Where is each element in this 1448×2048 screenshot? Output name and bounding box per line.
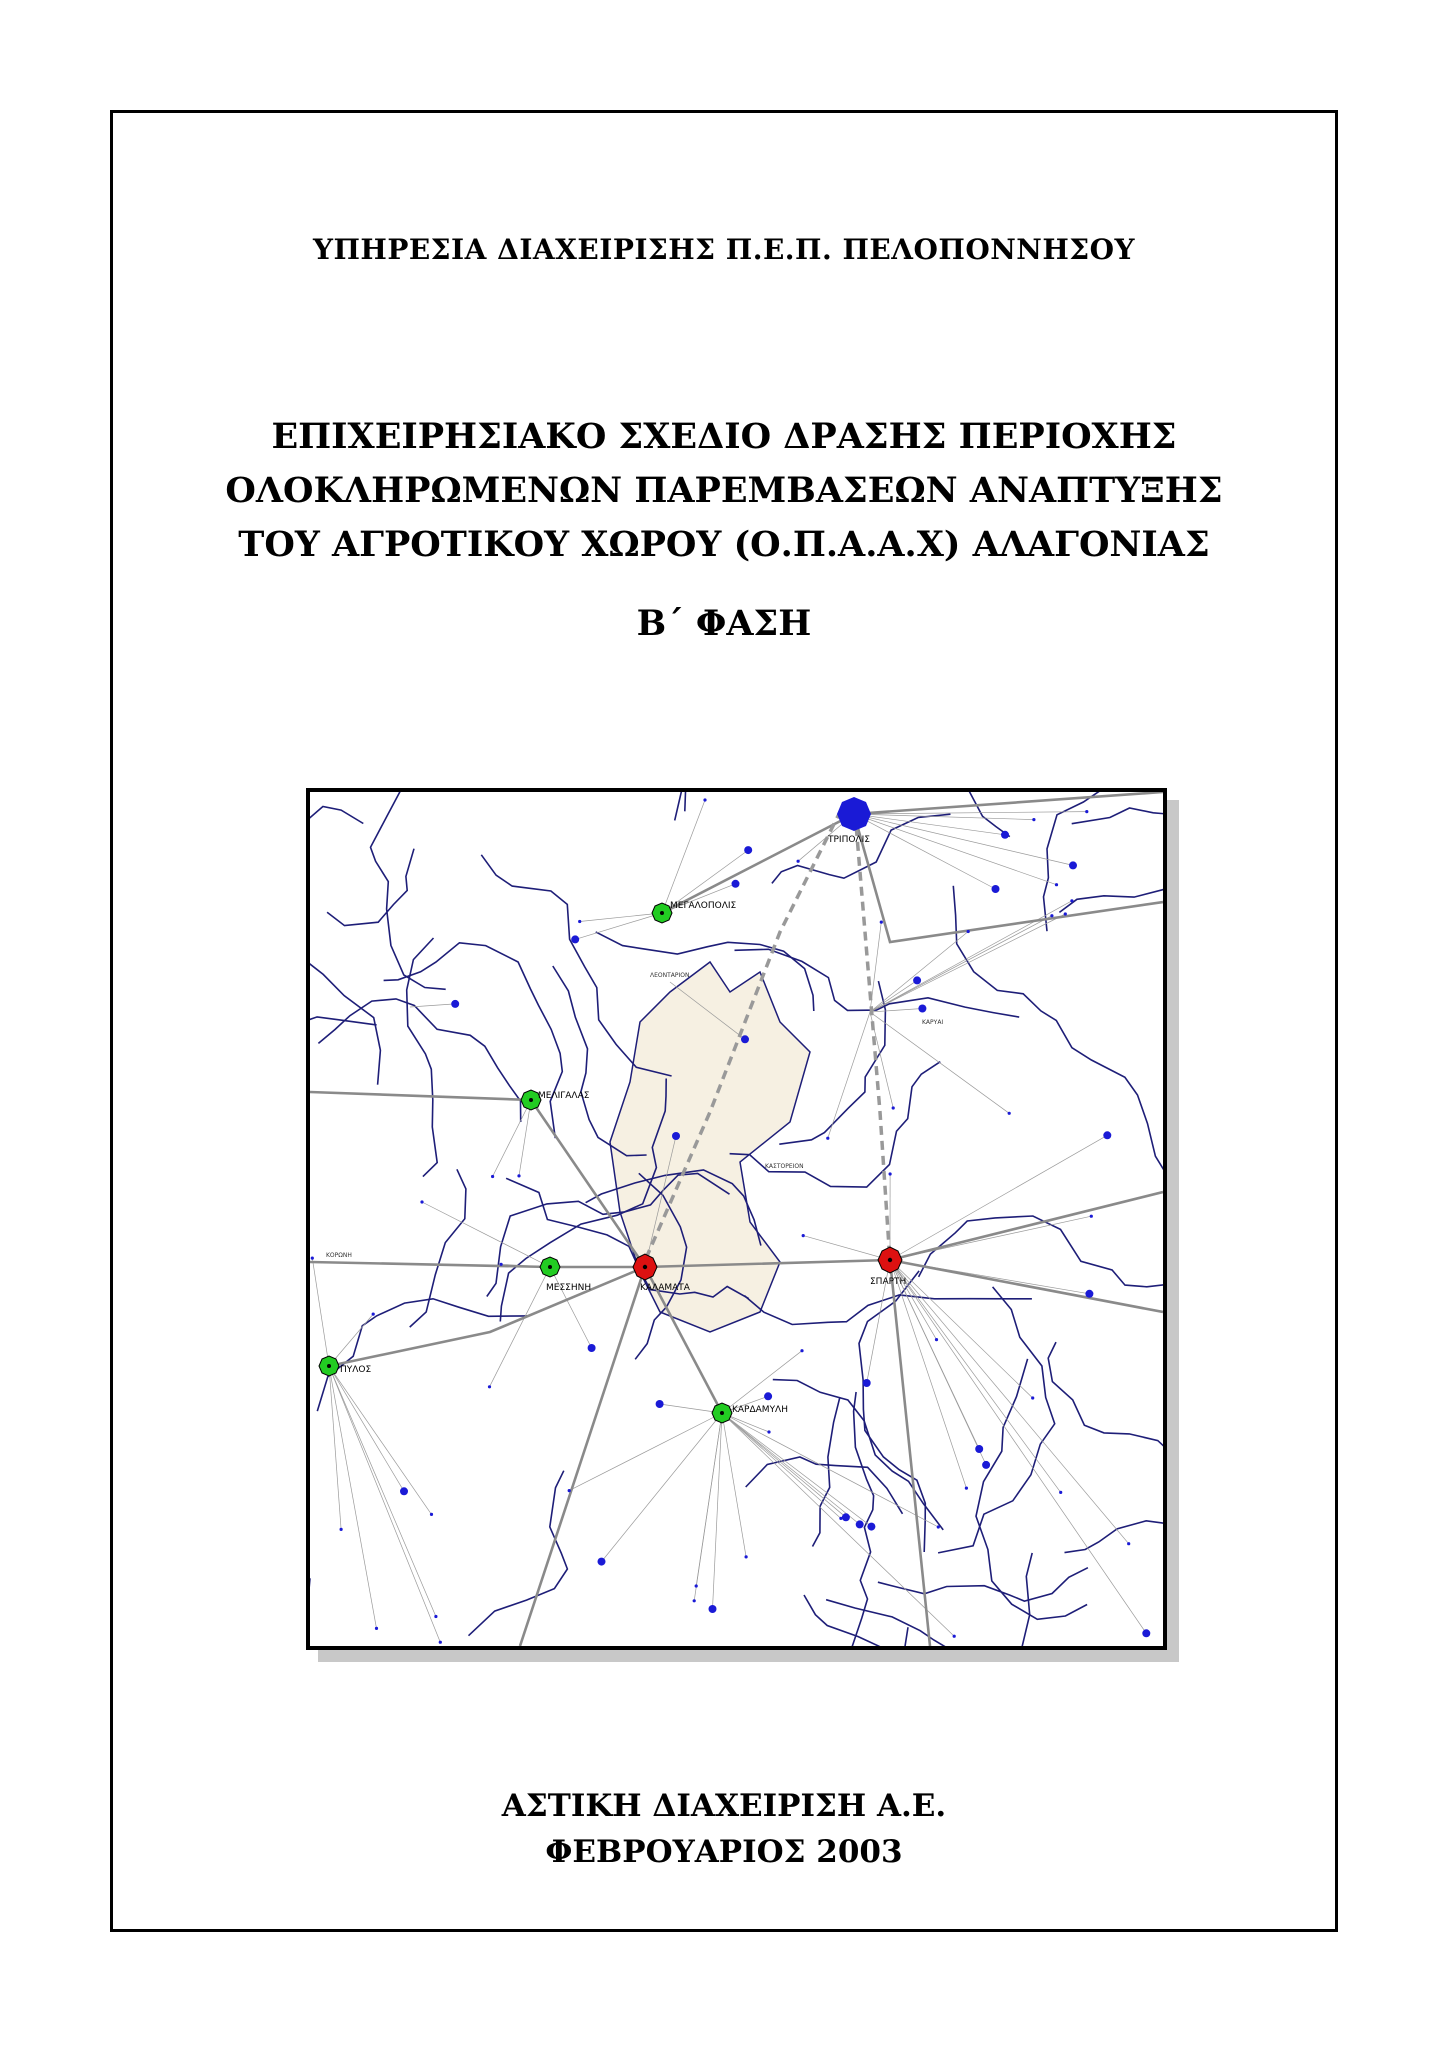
border-segment <box>318 999 520 1122</box>
main-corridor <box>662 792 1163 913</box>
footer-block <box>110 1783 1338 1875</box>
village-node <box>1059 1491 1062 1494</box>
label-koroni: ΚΟΡΩΝΗ <box>326 1252 352 1259</box>
node-megalopolis <box>652 903 672 923</box>
village-node <box>491 1175 494 1178</box>
village-node <box>1031 1396 1034 1399</box>
title-line-3: ΤΟΥ ΑΓΡΟΤΙΚΟΥ ΧΩΡΟΥ (Ο.Π.Α.Α.Χ) ΑΛΑΓΟΝΙΑΣ <box>238 524 1210 565</box>
border-segment <box>919 1216 1163 1287</box>
border-segment <box>310 960 377 1068</box>
village-node <box>975 1445 983 1453</box>
node-tripolis <box>837 797 871 831</box>
company-name: ΑΣΤΙΚΗ ΔΙΑΧΕΙΡΙΣΗ Α.Ε. <box>501 1788 947 1824</box>
network-link <box>890 1260 979 1449</box>
village-node <box>953 1635 956 1638</box>
village-node <box>430 1513 433 1516</box>
network-link <box>890 1260 1129 1544</box>
village-node <box>967 930 970 933</box>
network-link <box>870 916 1052 1012</box>
network-link <box>329 1366 440 1642</box>
label-tripolis: ΤΡΙΠΟΛΙΣ <box>828 835 870 845</box>
network-link <box>890 1260 1146 1633</box>
border-segment <box>1048 1342 1163 1484</box>
village-node <box>517 1174 520 1177</box>
map-canvas <box>310 792 1163 1646</box>
border-segment <box>371 792 544 989</box>
village-node <box>935 1338 938 1341</box>
village-node <box>672 1132 680 1140</box>
title-line-1: ΕΠΙΧΕΙΡΗΣΙΑΚΟ ΣΧΕΔΙΟ ΔΡΑΣΗΣ ΠΕΡΙΟΧΗΣ <box>271 416 1177 457</box>
village-node <box>839 1517 842 1520</box>
network-link <box>662 800 705 913</box>
border-segment <box>410 1169 466 1327</box>
label-pylos: ΠΥΛΟΣ <box>340 1365 372 1375</box>
node-kardamyli <box>712 1403 732 1423</box>
village-node <box>1142 1629 1150 1637</box>
village-node <box>918 1005 926 1013</box>
network-link <box>602 1413 723 1562</box>
village-node <box>965 1487 968 1490</box>
network-link <box>694 1413 722 1601</box>
village-node <box>311 1257 314 1260</box>
village-node <box>863 1379 871 1387</box>
node-messini <box>540 1257 560 1277</box>
village-node <box>982 1461 990 1469</box>
label-kalamata: ΚΑΛΑΜΑΤΑ <box>640 1283 690 1293</box>
publication-date: ΦΕΒΡΟΥΑΡΙΟΣ 2003 <box>545 1834 903 1870</box>
border-segment <box>902 1627 1128 1646</box>
village-node <box>372 1313 375 1316</box>
network-link <box>329 1366 432 1514</box>
village-node <box>340 1528 343 1531</box>
village-node <box>1032 818 1035 821</box>
network-link <box>890 1135 1107 1260</box>
border-segment <box>902 792 1009 837</box>
village-node <box>892 1106 895 1109</box>
label-karyai: ΚΑΡΥΑΙ <box>922 1019 944 1026</box>
main-corridor <box>310 1092 645 1267</box>
village-node <box>1103 1131 1111 1139</box>
agency-heading: ΥΠΗΡΕΣΙΑ ΔΙΑΧΕΙΡΙΣΗΣ Π.Ε.Π. ΠΕΛΟΠΟΝΝΗΣΟΥ <box>312 233 1136 266</box>
village-node <box>375 1627 378 1630</box>
border-segment <box>878 1568 1088 1601</box>
village-node <box>588 1344 596 1352</box>
document-title <box>110 410 1338 572</box>
network-link <box>722 1351 802 1413</box>
network-link <box>890 1260 1061 1492</box>
title-line-2: ΟΛΟΚΛΗΡΩΜΕΝΩΝ ΠΑΡΕΜΒΑΣΕΩΝ ΑΝΑΠΤΥΞΗΣ <box>225 470 1223 511</box>
village-node <box>488 1385 491 1388</box>
village-node <box>451 1000 459 1008</box>
border-segment <box>744 1295 1032 1325</box>
village-node <box>693 1599 696 1602</box>
network-link <box>803 1236 890 1260</box>
node-kalamata <box>633 1254 657 1280</box>
village-node <box>568 1489 571 1492</box>
village-node <box>598 1558 606 1566</box>
border-segment <box>826 1600 973 1646</box>
border-segment <box>886 1553 1032 1646</box>
village-node <box>802 1234 805 1237</box>
region-map <box>306 788 1167 1650</box>
village-node <box>889 1172 892 1175</box>
network-link <box>870 914 1065 1012</box>
village-node <box>420 1200 423 1203</box>
village-node <box>842 1513 850 1521</box>
village-node <box>1050 914 1053 917</box>
village-node <box>1008 1112 1011 1115</box>
village-node <box>800 1349 803 1352</box>
village-node <box>709 1605 717 1613</box>
network-link <box>722 1413 746 1557</box>
border-segment <box>1065 1521 1164 1613</box>
village-node <box>571 935 579 943</box>
main-corridor <box>890 1192 1163 1260</box>
network-link <box>722 1413 938 1527</box>
border-segment <box>1059 836 1163 913</box>
village-node <box>500 1263 503 1266</box>
village-node <box>434 1615 437 1618</box>
village-node <box>1085 810 1088 813</box>
border-segment <box>310 807 380 1085</box>
network-link <box>329 1366 436 1617</box>
border-segment <box>938 1287 1055 1553</box>
label-meligalas: ΜΕΛΙΓΑΛΑΣ <box>538 1091 590 1101</box>
network-link <box>854 814 1057 885</box>
network-link <box>312 1258 329 1366</box>
network-link <box>854 814 996 889</box>
village-node <box>732 880 740 888</box>
village-node <box>400 1487 408 1495</box>
label-leontari: ΛΕΟΝΤΑΡΙΟΝ <box>650 972 690 979</box>
border-segment <box>407 938 438 1177</box>
village-node <box>1055 883 1058 886</box>
village-node <box>703 798 706 801</box>
village-node <box>992 885 1000 893</box>
village-node <box>880 921 883 924</box>
village-node <box>1085 1290 1093 1298</box>
village-node <box>856 1520 864 1528</box>
network-link <box>490 1267 551 1387</box>
village-node <box>741 1035 749 1043</box>
network-link <box>410 1004 455 1007</box>
border-segment <box>813 1397 840 1546</box>
network-link <box>575 913 662 939</box>
phase-label: Β΄ ΦΑΣΗ <box>636 603 812 644</box>
node-sparti <box>878 1247 902 1273</box>
border-segment <box>675 792 842 820</box>
border-segment <box>746 1457 903 1514</box>
village-node <box>1070 899 1073 902</box>
village-node <box>767 1430 770 1433</box>
village-node <box>744 846 752 854</box>
border-segment <box>469 1471 568 1636</box>
village-node <box>1127 1542 1130 1545</box>
label-messini: ΜΕΣΣΗΝΗ <box>546 1283 592 1293</box>
network-link <box>870 980 917 1012</box>
network-link <box>550 1267 592 1348</box>
village-node <box>937 1525 940 1528</box>
network-link <box>713 1413 723 1609</box>
border-segment <box>685 792 739 811</box>
network-link <box>580 913 662 922</box>
village-node <box>695 1584 698 1587</box>
label-megalopolis: ΜΕΓΑΛΟΠΟΛΙΣ <box>670 901 737 911</box>
border-segment <box>327 849 414 926</box>
village-node <box>1001 831 1009 839</box>
village-node <box>1064 912 1067 915</box>
village-node <box>797 860 800 863</box>
label-sparti: ΣΠΑΡΤΗ <box>870 1277 907 1287</box>
network-link <box>722 1413 871 1527</box>
main-corridor <box>310 1262 645 1267</box>
label-kardamyli: ΚΑΡΔΑΜΥΛΗ <box>732 1405 788 1415</box>
border-segment <box>804 1595 891 1646</box>
village-node <box>1090 1215 1093 1218</box>
main-corridor <box>520 1267 645 1646</box>
village-node <box>826 1137 829 1140</box>
village-node <box>656 1400 664 1408</box>
village-node <box>1069 861 1077 869</box>
village-node <box>764 1392 772 1400</box>
network-link <box>722 1413 860 1524</box>
network-link <box>870 901 1072 1012</box>
village-node <box>913 976 921 984</box>
label-kastoreion: ΚΑΣΤΟΡΕΙΟΝ <box>765 1163 804 1170</box>
network-link <box>828 1012 870 1138</box>
village-node <box>439 1641 442 1644</box>
village-node <box>745 1555 748 1558</box>
village-node <box>578 920 581 923</box>
village-node <box>867 1523 875 1531</box>
node-pylos <box>319 1356 339 1376</box>
network-link <box>722 1413 841 1518</box>
